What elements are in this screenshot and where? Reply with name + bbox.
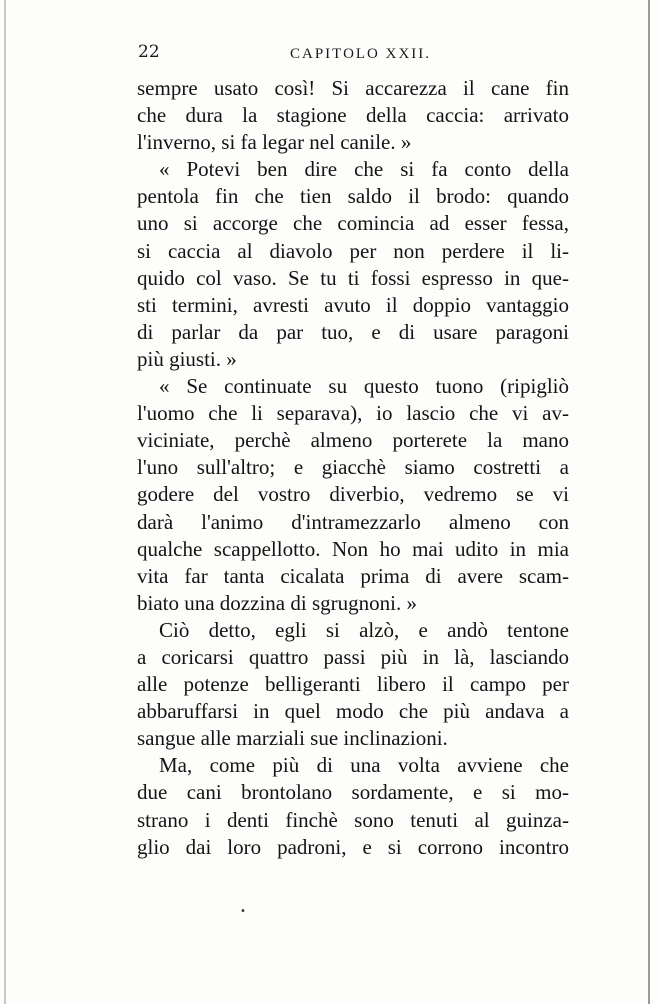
text-line: quido col vaso. Se tu ti fossi espresso in que-: [137, 265, 569, 290]
text-line: viciniate, perchè almeno porterete la mano: [137, 428, 569, 453]
running-title: CAPITOLO XXII.: [290, 46, 432, 62]
text-line: alle potenze belligeranti libero il campo per: [137, 672, 569, 697]
text-line: glio dai loro padroni, e si corrono incontro: [137, 834, 569, 859]
text-line: l'uno sull'altro; e giacchè siamo costretti a: [137, 455, 569, 480]
text-line: vita far tanta cicalata prima di avere scam-: [137, 563, 569, 588]
text-line: che dura la stagione della caccia: arrivato: [137, 103, 569, 128]
text-line: godere del vostro diverbio, vedremo se vi: [137, 482, 569, 507]
text-line: uno si accorge che comincia ad esser fessa,: [137, 211, 569, 236]
text-line: a coricarsi quattro passi più in là, lasciando: [137, 644, 569, 669]
text-line: « Se continuate su questo tuono (ripigliò: [159, 374, 569, 399]
ink-speck: •: [240, 906, 246, 917]
page-left-edge: [4, 0, 6, 1004]
body-text: [137, 75, 569, 861]
text-line: più giusti. »: [137, 346, 237, 371]
text-line: pentola fin che tien saldo il brodo: quando: [137, 184, 569, 209]
page-right-edge: [648, 0, 650, 1004]
text-line: l'uomo che li separava), io lascio che vi av-: [137, 401, 569, 426]
text-line: « Potevi ben dire che si fa conto della: [159, 157, 569, 182]
text-line: l'inverno, si fa legar nel canile. »: [137, 130, 412, 155]
text-line: qualche scappellotto. Non ho mai udito in mia: [137, 536, 569, 561]
text-line: sti termini, avresti avuto il doppio vantaggio: [137, 292, 569, 317]
text-line: Ciò detto, egli si alzò, e andò tentone: [159, 617, 569, 642]
text-line: di parlar da par tuo, e di usare paragoni: [137, 319, 569, 344]
text-line: Ma, come più di una volta avviene che: [159, 753, 569, 778]
page-number: 22: [138, 42, 160, 62]
text-line: darà l'animo d'intramezzarlo almeno con: [137, 509, 569, 534]
text-line: due cani brontolano sordamente, e si mo-: [137, 780, 569, 805]
text-line: biato una dozzina di sgrugnoni. »: [137, 590, 417, 615]
text-line: abbaruffarsi in quel modo che più andava a: [137, 699, 569, 724]
text-line: strano i denti finchè sono tenuti al guinza-: [137, 807, 569, 832]
text-line: sempre usato così! Si accarezza il cane fin: [137, 76, 569, 100]
text-line: si caccia al diavolo per non perdere il li-: [137, 238, 569, 263]
text-line: sangue alle marziali sue inclinazioni.: [137, 726, 448, 751]
